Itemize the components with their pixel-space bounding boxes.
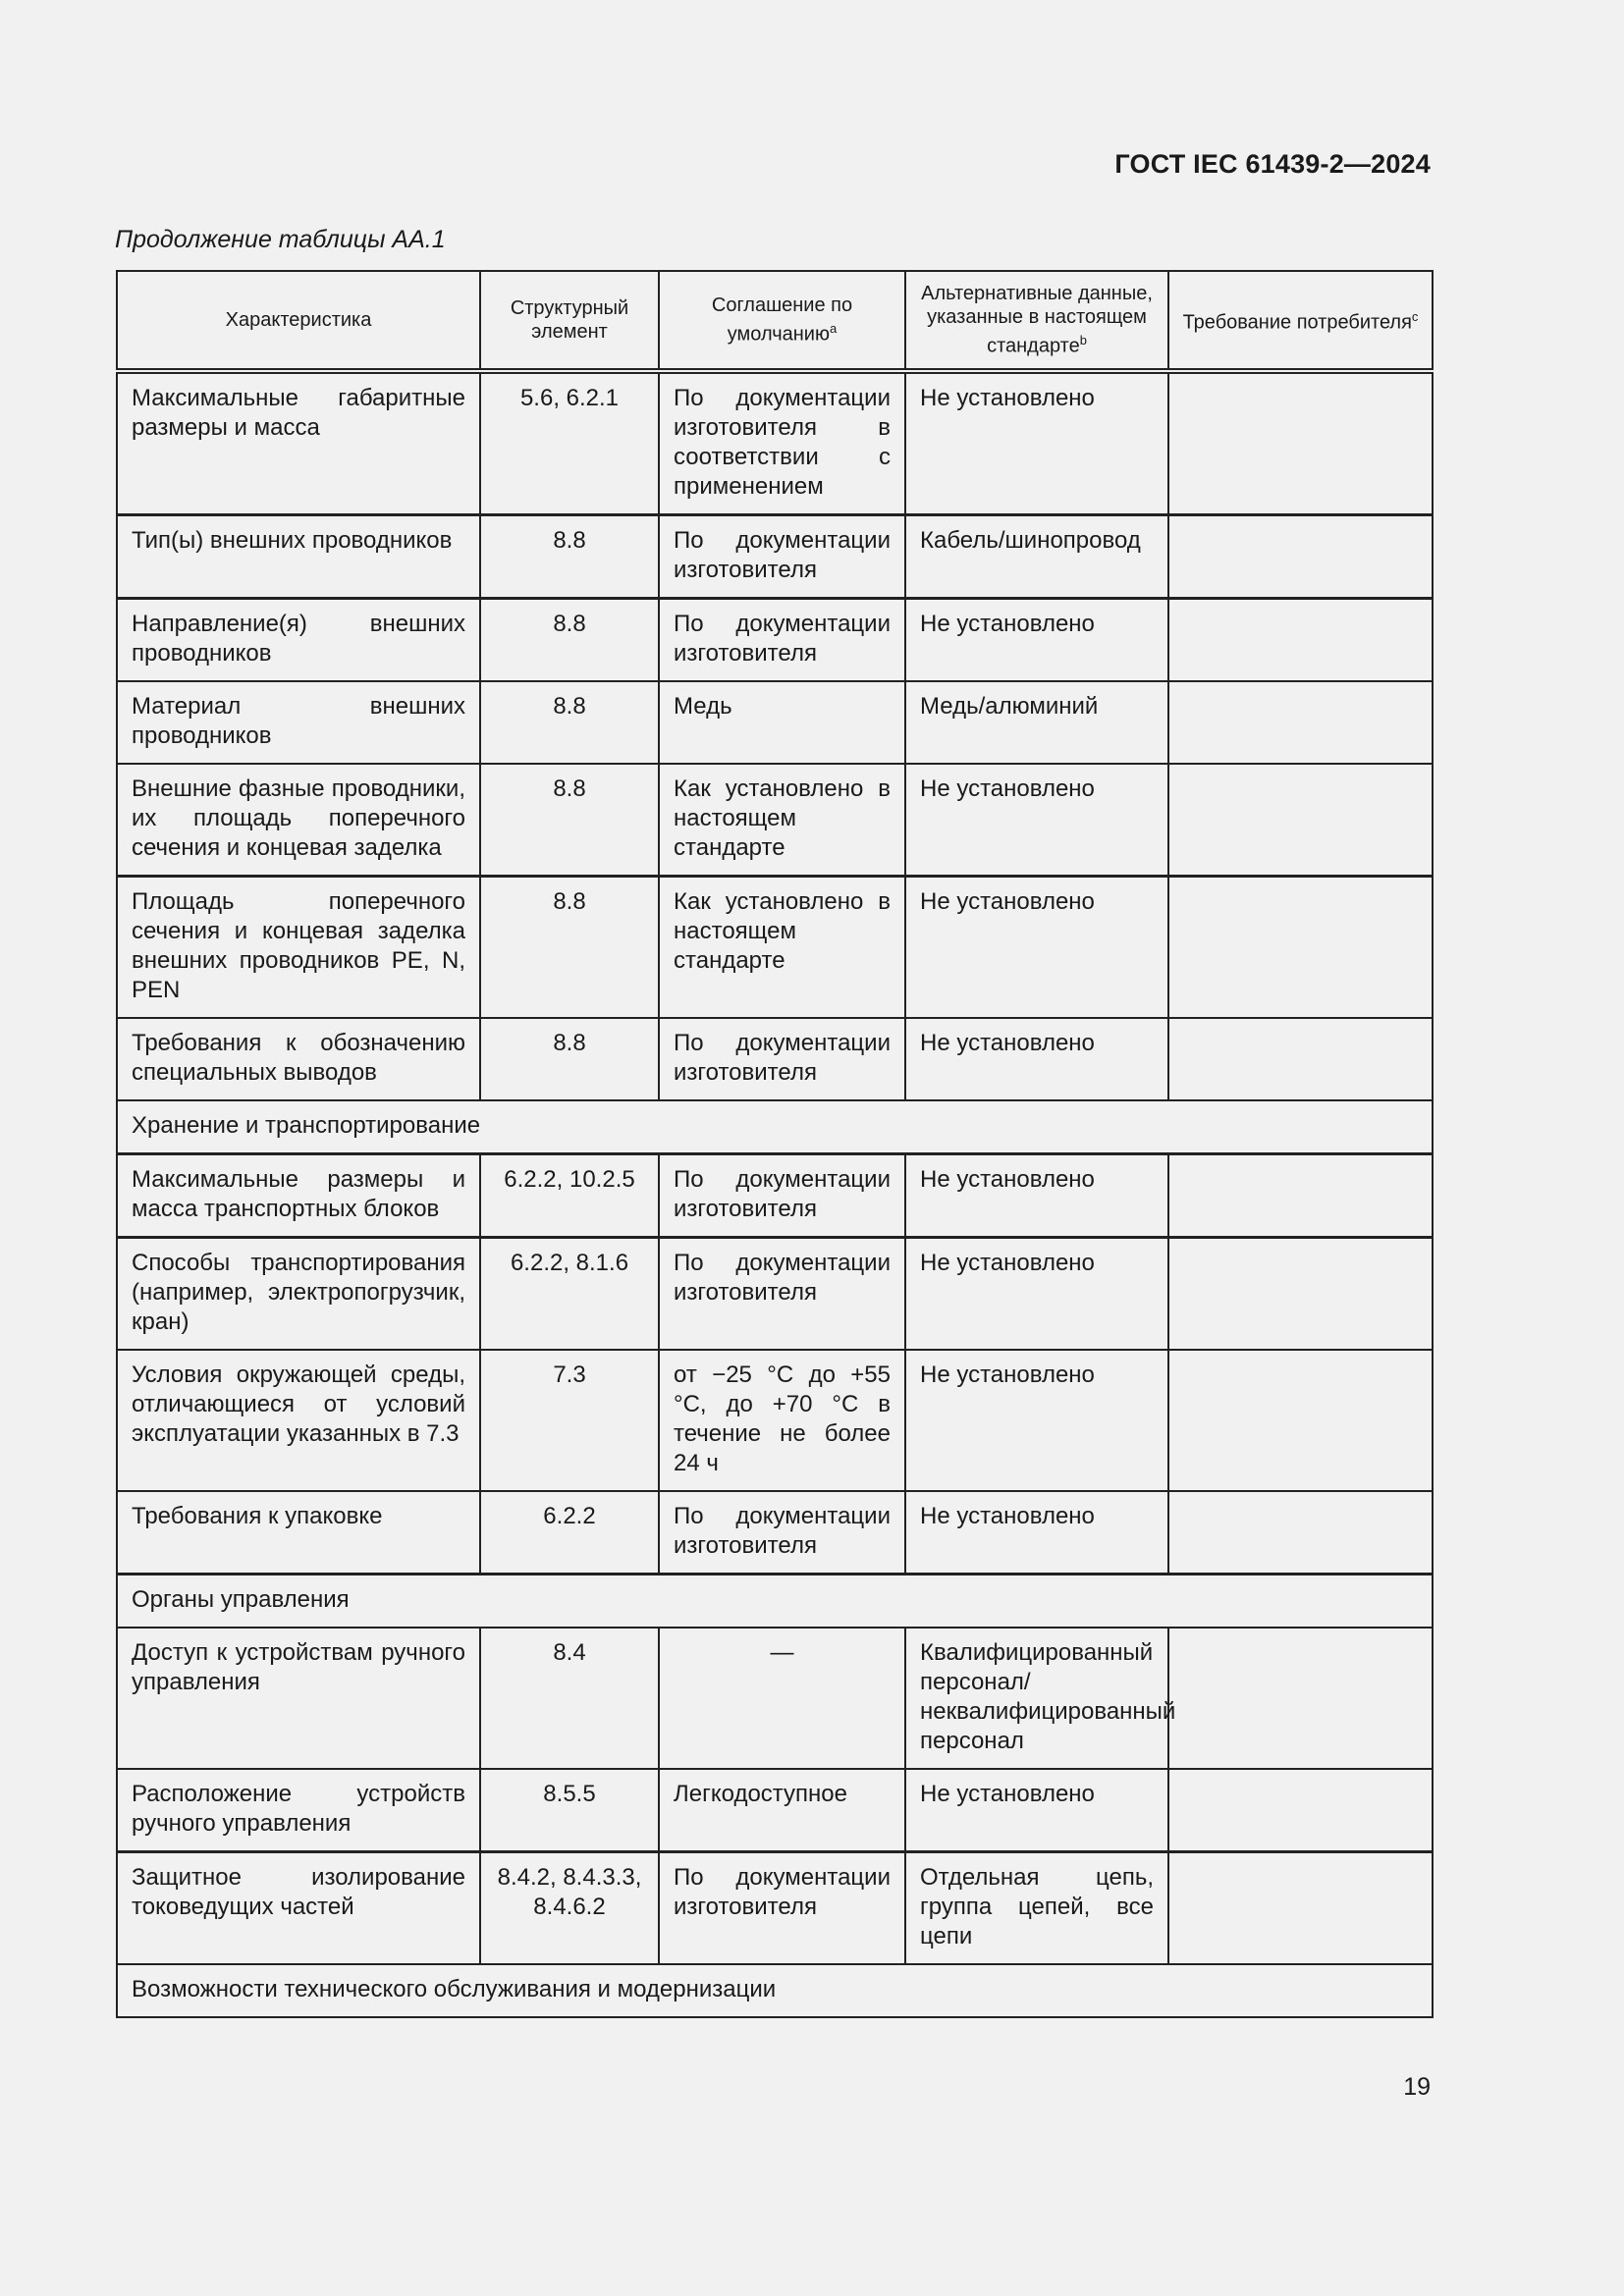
cell-user-requirement	[1168, 876, 1433, 1018]
characteristics-table	[116, 270, 1434, 2018]
cell-alternative-data: Не установлено	[905, 1153, 1168, 1237]
table-row	[117, 1851, 1433, 1964]
page-number: 19	[1403, 2073, 1431, 2101]
cell-structural-element: 8.8	[480, 764, 659, 877]
cell-alternative-data: Отдельная цепь, группа цепей, все цепи	[905, 1851, 1168, 1964]
section-row	[117, 1100, 1433, 1154]
document-code: ГОСТ IEC 61439-2—2024	[1114, 149, 1431, 179]
cell-default-agreement: от −25 °С до +55 °С, до +70 °С в течение не более 24 ч	[659, 1350, 905, 1491]
section-heading-controls: Органы управления	[117, 1574, 1433, 1628]
column-header-structural-element: Структурный элемент	[480, 271, 659, 371]
cell-characteristic: Требования к обозначению специальных выводов	[117, 1018, 480, 1100]
cell-structural-element: 8.4	[480, 1628, 659, 1769]
cell-default-agreement: По документации изготовителя	[659, 1018, 905, 1100]
cell-alternative-data: Не установлено	[905, 1769, 1168, 1852]
table-row	[117, 1237, 1433, 1350]
cell-alternative-data: Не установлено	[905, 1491, 1168, 1575]
table-row	[117, 514, 1433, 598]
table-caption: Продолжение таблицы АА.1	[115, 226, 446, 253]
table-row	[117, 1769, 1433, 1852]
cell-characteristic: Направление(я) внешних проводников	[117, 598, 480, 681]
cell-alternative-data: Не установлено	[905, 1350, 1168, 1491]
cell-user-requirement	[1168, 1491, 1433, 1575]
cell-user-requirement	[1168, 1018, 1433, 1100]
cell-characteristic: Способы транспортирования (например, электропогрузчик, кран)	[117, 1237, 480, 1350]
table-header-row	[117, 271, 1433, 371]
cell-user-requirement	[1168, 764, 1433, 877]
cell-default-agreement: По документации изготовителя	[659, 1237, 905, 1350]
cell-characteristic: Требования к упаковке	[117, 1491, 480, 1575]
table-row	[117, 1491, 1433, 1575]
cell-default-agreement: Медь	[659, 681, 905, 764]
table-row	[117, 598, 1433, 681]
cell-characteristic: Условия окружающей среды, отличающиеся от условий эксплуатации указанных в 7.3	[117, 1350, 480, 1491]
cell-characteristic: Расположение устройств ручного управления	[117, 1769, 480, 1852]
column-header-user-requirement: Требование потребителя$^c$	[1168, 271, 1433, 371]
cell-alternative-data: Не установлено	[905, 1018, 1168, 1100]
cell-characteristic: Максимальные размеры и масса транспортных блоков	[117, 1153, 480, 1237]
cell-user-requirement	[1168, 1237, 1433, 1350]
footnote-mark: a	[829, 321, 838, 336]
cell-user-requirement	[1168, 1769, 1433, 1852]
cell-structural-element: 8.8	[480, 681, 659, 764]
table-row	[117, 1628, 1433, 1769]
cell-structural-element: 8.8	[480, 598, 659, 681]
cell-characteristic: Защитное изолирование токоведущих частей	[117, 1851, 480, 1964]
cell-alternative-data: Не установлено	[905, 1237, 1168, 1350]
cell-characteristic: Тип(ы) внешних проводников	[117, 514, 480, 598]
cell-alternative-data: Не установлено	[905, 598, 1168, 681]
cell-structural-element: 6.2.2, 10.2.5	[480, 1153, 659, 1237]
cell-structural-element: 8.8	[480, 876, 659, 1018]
table-row	[117, 371, 1433, 515]
cell-structural-element: 8.8	[480, 514, 659, 598]
column-header-default-agreement: Соглашение по умолчанию$^a$	[659, 271, 905, 371]
cell-default-agreement: По документации изготовителя	[659, 1491, 905, 1575]
section-row	[117, 1574, 1433, 1628]
cell-user-requirement	[1168, 598, 1433, 681]
cell-default-agreement: Как установлено в настоящем стандарте	[659, 764, 905, 877]
cell-default-agreement: По документации изготовителя	[659, 514, 905, 598]
column-header-alternative-data: Альтернативные данные, указанные в настоящем стандарте$^b$	[905, 271, 1168, 371]
cell-alternative-data: Не установлено	[905, 371, 1168, 515]
cell-alternative-data: Кабель/шинопровод	[905, 514, 1168, 598]
cell-structural-element: 6.2.2	[480, 1491, 659, 1575]
table-row	[117, 1018, 1433, 1100]
cell-structural-element: 5.6, 6.2.1	[480, 371, 659, 515]
cell-default-agreement: По документации изготовителя в соответствии с применением	[659, 371, 905, 515]
cell-structural-element: 8.8	[480, 1018, 659, 1100]
cell-user-requirement	[1168, 371, 1433, 515]
section-row	[117, 1964, 1433, 2017]
cell-structural-element: 8.4.2, 8.4.3.3, 8.4.6.2	[480, 1851, 659, 1964]
column-header-characteristic: Характеристика	[117, 271, 480, 371]
section-heading-storage-transport: Хранение и транспортирование	[117, 1100, 1433, 1154]
cell-structural-element: 8.5.5	[480, 1769, 659, 1852]
cell-structural-element: 6.2.2, 8.1.6	[480, 1237, 659, 1350]
table-row	[117, 1350, 1433, 1491]
cell-characteristic: Внешние фазные проводники, их площадь поперечного сечения и концевая заделка	[117, 764, 480, 877]
cell-user-requirement	[1168, 1350, 1433, 1491]
cell-default-agreement: Как установлено в настоящем стандарте	[659, 876, 905, 1018]
table-row	[117, 1153, 1433, 1237]
cell-structural-element: 7.3	[480, 1350, 659, 1491]
cell-default-agreement: Легкодоступное	[659, 1769, 905, 1852]
cell-user-requirement	[1168, 1153, 1433, 1237]
cell-default-agreement: По документации изготовителя	[659, 1851, 905, 1964]
cell-alternative-data: Медь/алюминий	[905, 681, 1168, 764]
table-row	[117, 681, 1433, 764]
table-row	[117, 764, 1433, 877]
cell-default-agreement: По документации изготовителя	[659, 598, 905, 681]
cell-user-requirement	[1168, 514, 1433, 598]
cell-default-agreement: —	[659, 1628, 905, 1769]
cell-user-requirement	[1168, 1851, 1433, 1964]
cell-alternative-data: Не установлено	[905, 764, 1168, 877]
cell-characteristic: Максимальные габаритные размеры и масса	[117, 371, 480, 515]
cell-default-agreement: По документации изготовителя	[659, 1153, 905, 1237]
footnote-mark: b	[1079, 333, 1087, 347]
cell-user-requirement	[1168, 681, 1433, 764]
cell-user-requirement	[1168, 1628, 1433, 1769]
cell-alternative-data: Не установлено	[905, 876, 1168, 1018]
cell-characteristic: Материал внешних проводников	[117, 681, 480, 764]
table-row	[117, 876, 1433, 1018]
cell-characteristic: Доступ к устройствам ручного управления	[117, 1628, 480, 1769]
cell-alternative-data: Квалифицированный персонал/неквалифицированный персонал	[905, 1628, 1168, 1769]
cell-characteristic: Площадь поперечного сечения и концевая заделка внешних проводников PE, N, PEN	[117, 876, 480, 1018]
section-heading-maintenance: Возможности технического обслуживания и модернизации	[117, 1964, 1433, 2017]
footnote-mark: c	[1411, 309, 1419, 324]
